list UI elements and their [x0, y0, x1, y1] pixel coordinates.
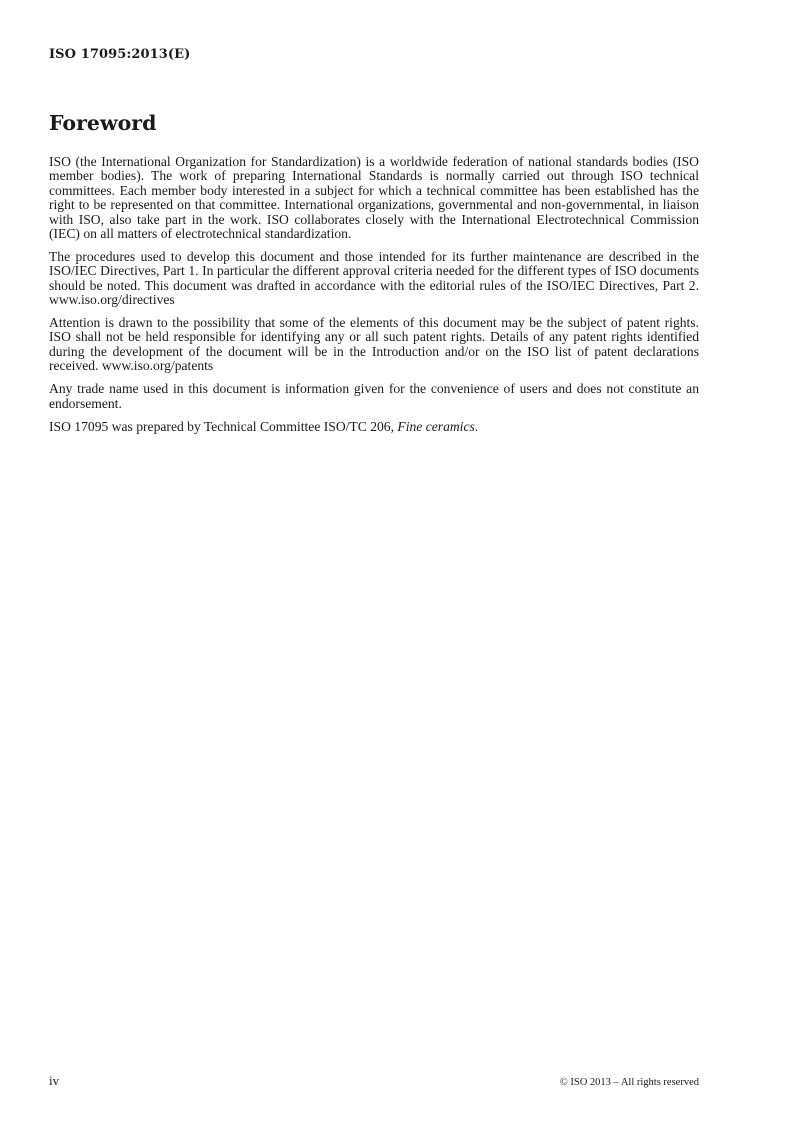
page-title: Foreword — [49, 111, 157, 135]
foreword-body — [49, 155, 699, 442]
copyright-notice: © ISO 2013 – All rights reserved — [559, 1077, 699, 1088]
committee-name: Fine ceramics — [397, 418, 475, 434]
page-number: iv — [49, 1073, 60, 1088]
page-footer — [49, 1073, 699, 1089]
paragraph-trade-name: Any trade name used in this document is information given for the convenience of users and does not constitute an endorsement. — [49, 381, 699, 411]
paragraph-iso-overview: ISO (the International Organization for Standardization) is a worldwide federation of national standards bodies (ISO member bodies). The work of preparing International Standards is normally carried out through ISO technical committees. Each member body interested in a subject for which a technical committee has been established has the right to be represented on that committee. International organizations, governmental and non-governmental, in liaison with ISO, also take part in the work. ISO collaborates closely with the International Electrotechnical Commission (IEC) on all matters of electrotechnical standardization. — [49, 154, 699, 242]
paragraph-procedures: The procedures used to develop this document and those intended for its further maintenance are described in the ISO/IEC Directives, Part 1. In particular the different approval criteria needed for the different types of ISO documents should be noted. This document was drafted in accordance with the editorial rules of the ISO/IEC Directives, Part 2. www.iso.org/directives — [49, 248, 699, 308]
prepared-by-suffix: . — [474, 418, 479, 434]
document-id-header: ISO 17095:2013(E) — [49, 47, 191, 62]
paragraph-patent-rights: Attention is drawn to the possibility that some of the elements of this document may be the subject of patent rights. ISO shall not be held responsible for identifying any or all such patent rights. Details of any patent rights identified during the development of the document will be in the Introduction and/or on the ISO list of patent declarations received. www.iso.org/patents — [49, 315, 699, 374]
prepared-by-prefix: ISO 17095 was prepared by Technical Committee ISO/TC 206, — [49, 418, 398, 434]
paragraph-prepared-by — [49, 420, 699, 434]
